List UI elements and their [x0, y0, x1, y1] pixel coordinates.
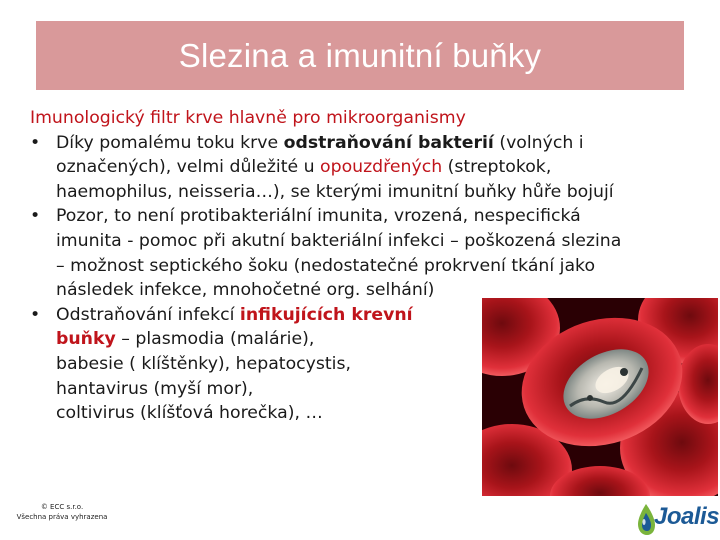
- bullet-line: coltivirus (klíšťová horečka), …: [56, 403, 323, 424]
- bullet-line: [56, 155, 700, 180]
- bullet-item-1: [30, 131, 700, 205]
- bullet-line: imunita - pomoc při akutní bakteriální infekci – poškozená slezina: [56, 230, 622, 251]
- bullet-dot: •: [30, 304, 41, 325]
- text-span: Díky pomalému toku krve: [56, 132, 284, 153]
- logo-text: Joalis: [654, 503, 720, 530]
- bullet-dot: •: [30, 132, 41, 153]
- rights-line: Všechna práva vyhrazena: [16, 513, 108, 521]
- bullet-line: haemophilus, neisseria…), se kterými imunitní buňky hůře bojují: [56, 181, 614, 202]
- red-blood-cells-parasite-image: [482, 298, 718, 496]
- bullet-item-2: [30, 204, 700, 302]
- highlight-text: buňky: [56, 329, 116, 350]
- bullet-dot: •: [30, 206, 41, 227]
- bullet-line: [56, 131, 700, 156]
- copyright-line: © ECC s.r.o.: [40, 503, 84, 511]
- highlight-text: infikujících krevní: [239, 304, 413, 325]
- text-span: (streptokok,: [442, 157, 552, 178]
- text-span: (volných i: [493, 132, 584, 153]
- copyright-footer: [0, 502, 124, 522]
- bullet-line: hantavirus (myší mor),: [56, 378, 254, 399]
- bullet-line: Pozor, to není protibakteriální imunita, vrozená, nespecifická: [56, 206, 581, 227]
- bullet-line: – možnost septického šoku (nedostatečné prokrvení tkání jako: [56, 255, 596, 276]
- slide-title: Slezina a imunitní buňky: [178, 36, 542, 74]
- slide-heading: Imunologický filtr krve hlavně pro mikroorganismy: [30, 108, 466, 128]
- text-span: Odstraňování infekcí: [56, 304, 240, 325]
- highlight-text: opouzdřených: [320, 157, 443, 178]
- text-span: označených), velmi důležité u: [56, 157, 321, 178]
- bullet-line: následek infekce, mnohočetné org. selhání): [56, 280, 435, 301]
- bullet-line: babesie ( klíštěnky), hepatocystis,: [56, 353, 351, 374]
- joalis-logo: [632, 500, 718, 540]
- title-bar: [36, 21, 684, 90]
- text-span: – plasmodia (malárie),: [115, 329, 315, 350]
- bold-text: odstraňování bakterií: [283, 132, 494, 153]
